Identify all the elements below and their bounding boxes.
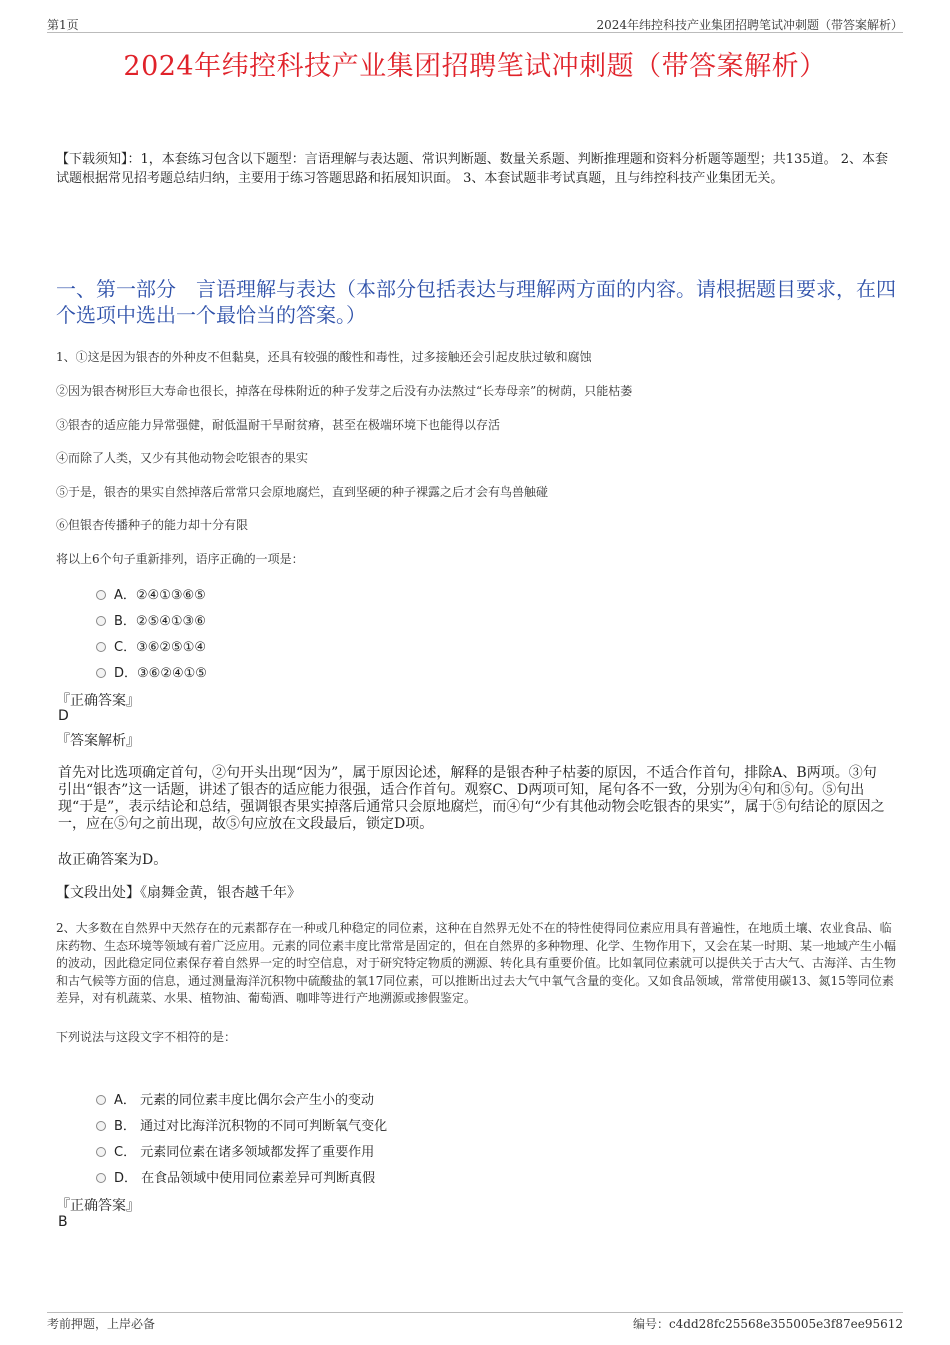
q2-option-a[interactable]: A． 元素的同位素丰度比偶尔会产生小的变动 xyxy=(96,1089,374,1108)
q1-sentence-4: ④而除了人类，又少有其他动物会吃银杏的果实 xyxy=(56,451,309,465)
radio-icon[interactable] xyxy=(96,590,106,600)
q1-sentence-3: ③银杏的适应能力异常强健，耐低温耐干旱耐贫瘠，甚至在极端环境下也能得以存活 xyxy=(56,418,501,432)
q1-sentence-2: ②因为银杏树形巨大寿命也很长，掉落在母株附近的种子发芽之后没有办法熬过“长寿母亲”的树荫，只能枯萎 xyxy=(56,384,633,398)
q1-sentence-1: 1、①这是因为银杏的外种皮不但黏臭，还具有较强的酸性和毒性，过多接触还会引起皮肤过敏和腐蚀 xyxy=(56,350,592,364)
q2-prompt: 下列说法与这段文字不相符的是： xyxy=(56,1030,237,1044)
page-footer xyxy=(47,1312,903,1333)
q1-option-c[interactable]: C．③⑥②⑤①④ xyxy=(96,636,206,655)
document-title: 2024年纬控科技产业集团招聘笔试冲刺题（带答案解析） xyxy=(123,51,827,82)
radio-icon[interactable] xyxy=(96,1095,106,1105)
q2-passage: 2、大多数在自然界中天然存在的元素都存在一种或几种稳定的同位素，这种在自然界无处不在的特性使得同位素应用具有普遍性，在地质土壤、农业食品、临床药物、生态环境等领域有着广泛应用。元素的同位素丰度比常常是固定的，但在自然界的多种物理、化学、生物作用下，又会在某一时期、某一地域产生小幅的波动，因此稳定同位素保存着自然界一定的时空信息，对于研究特定物质的溯源、转化具有重要价值。比如氧同位素就可以提供关于古大气、古海洋、古生物和古气候等方面的信息，通过测量海洋沉积物中硫酸盐的氧17同位素，可以推断出过去大气中氧气含量的变化。又如食品领域，常常使用碳13、氮15等同位素差异，对有机蔬菜、水果、植物油、葡萄酒、咖啡等进行产地溯源或掺假鉴定。 xyxy=(56,921,897,1005)
radio-icon[interactable] xyxy=(96,1147,106,1157)
header-doc-title: 2024年纬控科技产业集团招聘笔试冲刺题（带答案解析） xyxy=(596,18,903,32)
q1-analysis-label: 『答案解析』 xyxy=(56,733,140,749)
q2-answer-label: 『正确答案』 xyxy=(56,1198,140,1214)
q1-prompt: 将以上6个句子重新排列，语序正确的一项是： xyxy=(56,552,304,566)
q1-source: 【文段出处】《扇舞金黄，银杏越千年》 xyxy=(56,885,301,901)
q1-analysis: 首先对比选项确定首句，②句开头出现“因为”，属于原因论述，解释的是银杏种子枯萎的原因，不适合作首句，排除A、B两项。③句引出“银杏”这一话题，讲述了银杏的适应能力很强，适合作首句。观察C、D两项可知，尾句各不一致，分别为④句和⑤句。⑤句出现“于是”，表示结论和总结，强调银杏果实掉落后通常只会原地腐烂，而④句“少有其他动物会吃银杏的果实”，属于⑤句结论的原因之一，应在⑤句之前出现，故⑤句应放在文段最后，锁定D项。 xyxy=(58,765,885,832)
q1-answer-label: 『正确答案』 xyxy=(56,693,140,709)
q1-conclusion: 故正确答案为D。 xyxy=(58,852,168,868)
footer-serial: 编号：c4dd28fc25568e355005e3f87ee95612 xyxy=(632,1317,903,1331)
radio-icon[interactable] xyxy=(96,616,106,626)
q2-option-d[interactable]: D． 在食品领域中使用同位素差异可判断真假 xyxy=(96,1167,375,1186)
page-number: 第1页 xyxy=(47,18,79,32)
q1-option-b[interactable]: B．②⑤④①③⑥ xyxy=(96,610,206,629)
q1-option-a[interactable]: A．②④①③⑥⑤ xyxy=(96,584,206,603)
page-header xyxy=(47,14,903,33)
q1-answer: D xyxy=(58,708,69,724)
radio-icon[interactable] xyxy=(96,668,106,678)
q1-option-d[interactable]: D．③⑥②④①⑤ xyxy=(96,662,207,681)
q1-sentence-5: ⑤于是，银杏的果实自然掉落后常常只会原地腐烂，直到坚硬的种子裸露之后才会有鸟兽触碰 xyxy=(56,485,549,499)
q2-option-b[interactable]: B． 通过对比海洋沉积物的不同可判断氧气变化 xyxy=(96,1115,387,1134)
footer-slogan: 考前押题，上岸必备 xyxy=(47,1317,156,1331)
radio-icon[interactable] xyxy=(96,1173,106,1183)
download-notice: 【下载须知】：1，本套练习包含以下题型：言语理解与表达题、常识判断题、数量关系题、判断推理题和资料分析题等题型；共135道。 2、本套试题根据常见招考题总结归纳，主要用于练习答题思路和拓展知识面。 3、本套试题非考试真题，且与纬控科技产业集团无关。 xyxy=(56,152,888,186)
radio-icon[interactable] xyxy=(96,642,106,652)
radio-icon[interactable] xyxy=(96,1121,106,1131)
section-heading: 一、第一部分 言语理解与表达（本部分包括表达与理解两方面的内容。请根据题目要求，在四个选项中选出一个最恰当的答案。） xyxy=(56,277,896,327)
q1-sentence-6: ⑥但银杏传播种子的能力却十分有限 xyxy=(56,518,249,532)
q2-option-c[interactable]: C． 元素同位素在诸多领域都发挥了重要作用 xyxy=(96,1141,374,1160)
q2-answer: B xyxy=(58,1214,68,1230)
